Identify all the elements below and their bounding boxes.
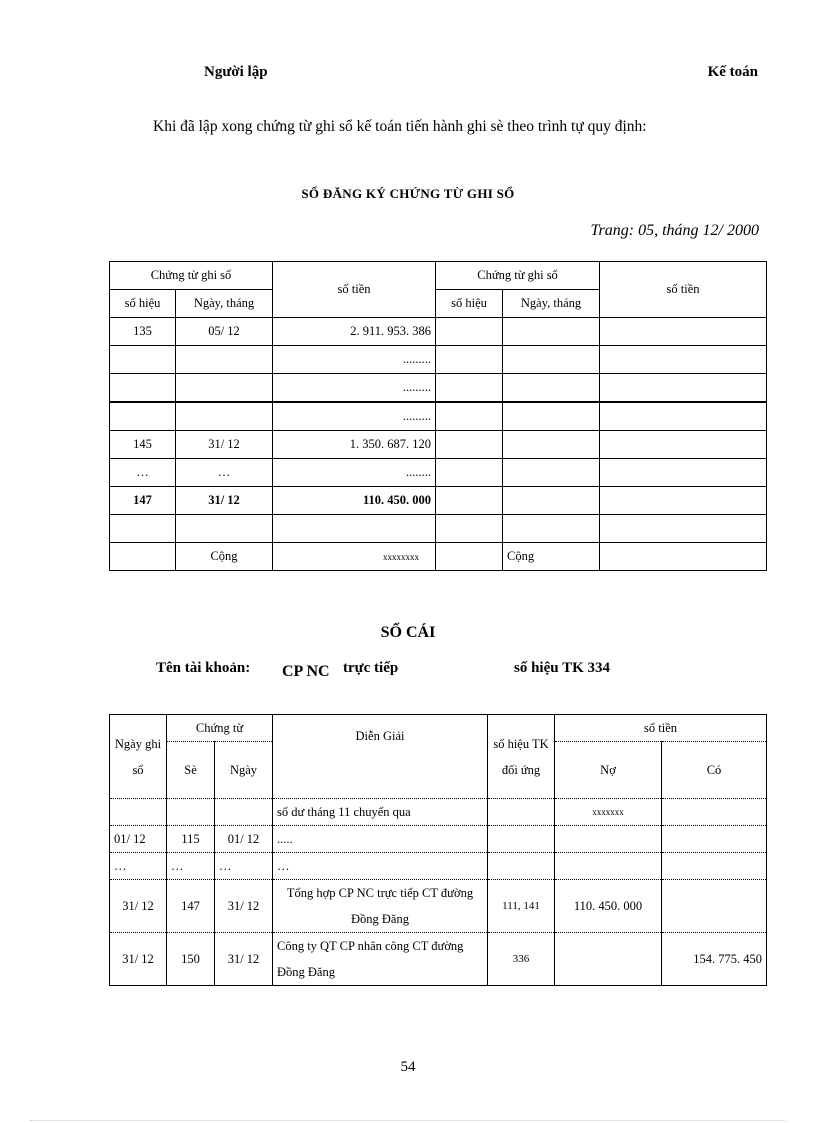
cell-contra: 336 xyxy=(488,933,555,986)
register-page-info: Trang: 05, tháng 12/ 2000 xyxy=(590,222,759,239)
accountant-label: Kế toán xyxy=(707,64,758,80)
table-row xyxy=(110,515,767,543)
cell-credit: 154. 775. 450 xyxy=(662,933,767,986)
table-row xyxy=(110,799,767,826)
header-amount: số tiền xyxy=(273,262,436,318)
table-row xyxy=(110,853,767,880)
cell-voucher-date xyxy=(215,799,273,826)
total-row xyxy=(110,543,767,571)
table-row xyxy=(110,880,767,933)
cell-voucher-date: … xyxy=(215,853,273,880)
cell-date: 31/ 12 xyxy=(110,933,167,986)
header-voucher-no: Sè xyxy=(167,742,215,799)
cell-number xyxy=(110,402,176,431)
intro-paragraph: Khi đã lập xong chứng từ ghi sổ kế toán tiến hành ghi sè theo trình tự quy định: xyxy=(153,118,647,135)
cell-date: 31/ 12 xyxy=(110,880,167,933)
ledger-title: SỔ CÁI xyxy=(380,624,436,641)
footer-divider xyxy=(30,1120,786,1121)
cell-date xyxy=(110,799,167,826)
total-label-2: Cộng xyxy=(503,543,600,571)
table-row xyxy=(110,933,767,986)
account-number: số hiệu TK 334 xyxy=(514,660,610,676)
header-contra-account: số hiệu TK đối ứng xyxy=(488,715,555,799)
table-row xyxy=(110,459,767,487)
table-row xyxy=(110,402,767,431)
header-credit: Có xyxy=(662,742,767,799)
cell-date: … xyxy=(176,459,273,487)
header-description: Diễn Giải xyxy=(273,715,488,799)
total-amount: xxxxxxxx xyxy=(273,543,436,571)
cell-date: … xyxy=(110,853,167,880)
cell-amount: ........ xyxy=(273,459,436,487)
cell-number: 147 xyxy=(110,487,176,515)
table-row xyxy=(110,346,767,374)
account-name-a: CP NC xyxy=(282,663,330,680)
cell-debit xyxy=(555,853,662,880)
header-voucher-group: Chứng từ ghi sổ xyxy=(110,262,273,290)
cell-number: 135 xyxy=(110,318,176,346)
table-row xyxy=(110,487,767,515)
account-name-b: trực tiếp xyxy=(343,660,399,676)
header-voucher-group-2: Chứng từ ghi sổ xyxy=(436,262,600,290)
table-row xyxy=(110,318,767,346)
cell-amount: 1. 350. 687. 120 xyxy=(273,431,436,459)
cell-voucher-no: 115 xyxy=(167,826,215,853)
cell-credit xyxy=(662,853,767,880)
cell-debit xyxy=(555,826,662,853)
header-voucher: Chứng từ xyxy=(167,715,273,742)
cell-description: Công ty QT CP nhân công CT đường Đồng Đăng xyxy=(273,933,488,986)
cell-voucher-no: 147 xyxy=(167,880,215,933)
cell-amount xyxy=(273,515,436,543)
cell-date: 31/ 12 xyxy=(176,431,273,459)
cell-contra: 111, 141 xyxy=(488,880,555,933)
cell-date xyxy=(176,515,273,543)
header-amount-2: số tiền xyxy=(600,262,767,318)
account-label: Tên tài khoản: xyxy=(156,660,251,676)
header-amount: số tiền xyxy=(555,715,767,742)
cell-number: 145 xyxy=(110,431,176,459)
cell-date: 31/ 12 xyxy=(176,487,273,515)
cell-date xyxy=(176,374,273,403)
cell-number: … xyxy=(110,459,176,487)
header-debit: Nợ xyxy=(555,742,662,799)
cell-voucher-date: 31/ 12 xyxy=(215,880,273,933)
cell-number xyxy=(110,346,176,374)
register-title: SỔ ĐĂNG KÝ CHỨNG TỪ GHI SỔ xyxy=(301,186,515,201)
header-voucher-date: Ngày xyxy=(215,742,273,799)
header-date-2: Ngày, tháng xyxy=(503,290,600,318)
cell-credit xyxy=(662,880,767,933)
cell-voucher-date: 31/ 12 xyxy=(215,933,273,986)
cell-date: 01/ 12 xyxy=(110,826,167,853)
ledger-table xyxy=(109,714,767,986)
page-number: 54 xyxy=(400,1059,416,1075)
cell-date xyxy=(176,346,273,374)
table-row xyxy=(110,374,767,403)
header-date: Ngày, tháng xyxy=(176,290,273,318)
cell-credit xyxy=(662,826,767,853)
total-label: Cộng xyxy=(176,543,273,571)
cell-amount: 110. 450. 000 xyxy=(273,487,436,515)
cell-description: số dư tháng 11 chuyển qua xyxy=(273,799,488,826)
cell-date xyxy=(176,402,273,431)
cell-voucher-no: 150 xyxy=(167,933,215,986)
cell-voucher-date: 01/ 12 xyxy=(215,826,273,853)
cell-debit: 110. 450. 000 xyxy=(555,880,662,933)
cell-date: 05/ 12 xyxy=(176,318,273,346)
cell-number xyxy=(110,374,176,403)
cell-credit xyxy=(662,799,767,826)
cell-debit: xxxxxxx xyxy=(555,799,662,826)
cell-description: ..... xyxy=(273,826,488,853)
header-record-date: Ngày ghi sổ xyxy=(110,715,167,799)
cell-description: Tổng hợp CP NC trực tiếp CT đường Đồng Đăng xyxy=(273,880,488,933)
cell-amount: ......... xyxy=(273,346,436,374)
cell-amount: 2. 911. 953. 386 xyxy=(273,318,436,346)
cell-amount: ......... xyxy=(273,402,436,431)
table-row xyxy=(110,431,767,459)
cell-contra xyxy=(488,853,555,880)
cell-debit xyxy=(555,933,662,986)
cell-contra xyxy=(488,826,555,853)
cell-amount: ......... xyxy=(273,374,436,403)
header-number: số hiệu xyxy=(110,290,176,318)
cell-description: … xyxy=(273,853,488,880)
table-row xyxy=(110,826,767,853)
register-table xyxy=(109,261,767,571)
header-number-2: số hiệu xyxy=(436,290,503,318)
cell-number xyxy=(110,515,176,543)
preparer-label: Người lập xyxy=(204,64,268,80)
cell-voucher-no: … xyxy=(167,853,215,880)
cell-contra xyxy=(488,799,555,826)
cell-voucher-no xyxy=(167,799,215,826)
